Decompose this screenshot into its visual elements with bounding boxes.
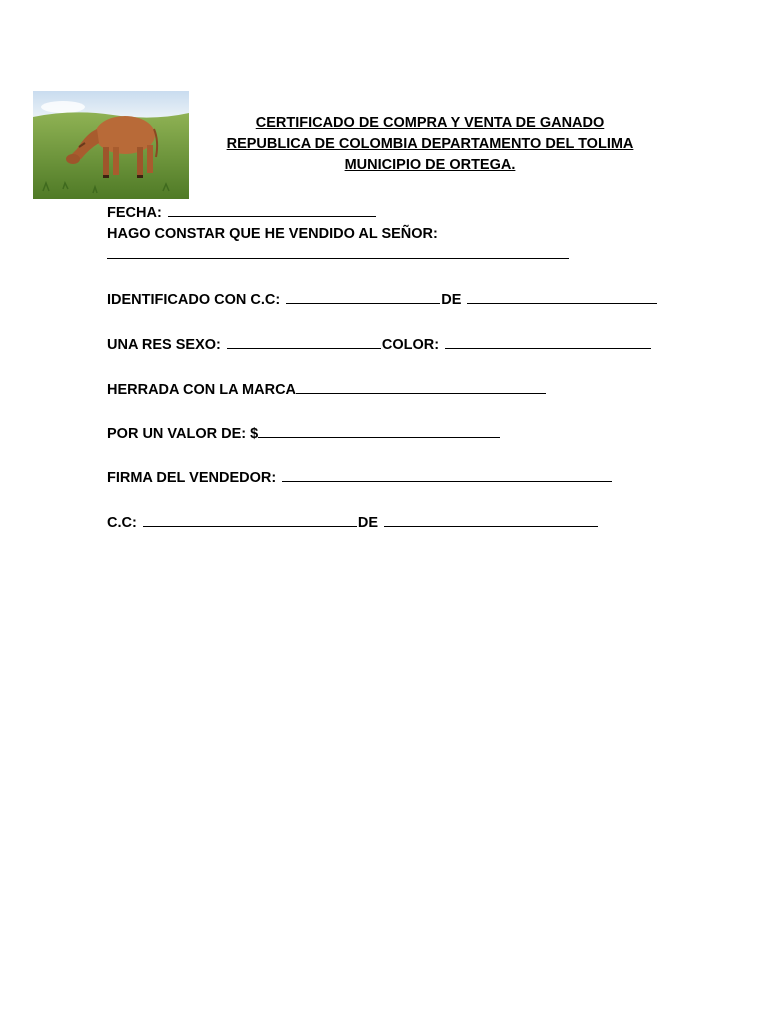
herrada-label: HERRADA CON LA MARCA xyxy=(107,382,297,398)
seller-cc-label: C.C: xyxy=(107,515,137,531)
certificate-subtitle-municipality: MUNICIPIO DE ORTEGA. xyxy=(344,157,516,173)
de-label-seller: DE xyxy=(357,515,378,531)
hago-constar-row xyxy=(107,224,438,244)
fecha-field[interactable] xyxy=(168,202,376,217)
hago-constar-label: HAGO CONSTAR QUE HE VENDIDO AL SEÑOR: xyxy=(107,226,438,242)
certificate-title: CERTIFICADO DE COMPRA Y VENTA DE GANADO xyxy=(255,115,605,131)
fecha-label: FECHA: xyxy=(107,205,162,221)
color-field[interactable] xyxy=(445,334,651,349)
firma-label: FIRMA DEL VENDEDOR: xyxy=(107,470,277,486)
identificado-row xyxy=(107,289,658,310)
herrada-row xyxy=(107,379,547,400)
buyer-cc-origin-field[interactable] xyxy=(467,289,657,304)
seller-cc-field[interactable] xyxy=(143,512,357,527)
seller-cc-row xyxy=(107,512,599,533)
seller-cc-origin-field[interactable] xyxy=(384,512,598,527)
firma-field[interactable] xyxy=(282,467,612,482)
valor-field[interactable] xyxy=(258,423,500,438)
buyer-cc-field[interactable] xyxy=(286,289,440,304)
buyer-name-row xyxy=(107,244,570,265)
certificate-subtitle-region: REPUBLICA DE COLOMBIA DEPARTAMENTO DEL TOLIMA xyxy=(226,136,634,152)
certificate-header xyxy=(200,113,660,176)
res-sexo-label: UNA RES SEXO: xyxy=(107,337,221,353)
cow-grazing-image xyxy=(33,91,189,199)
buyer-name-field[interactable] xyxy=(107,244,569,259)
marca-field[interactable] xyxy=(296,379,546,394)
res-sexo-row xyxy=(107,334,652,355)
identificado-label: IDENTIFICADO CON C.C: xyxy=(107,292,281,308)
firma-row xyxy=(107,467,613,488)
valor-label: POR UN VALOR DE: $ xyxy=(107,426,259,442)
de-label-buyer: DE xyxy=(441,292,462,308)
cow-photo xyxy=(33,91,189,199)
color-label: COLOR: xyxy=(381,337,440,353)
fecha-row xyxy=(107,202,377,223)
sexo-field[interactable] xyxy=(227,334,381,349)
valor-row xyxy=(107,423,501,444)
